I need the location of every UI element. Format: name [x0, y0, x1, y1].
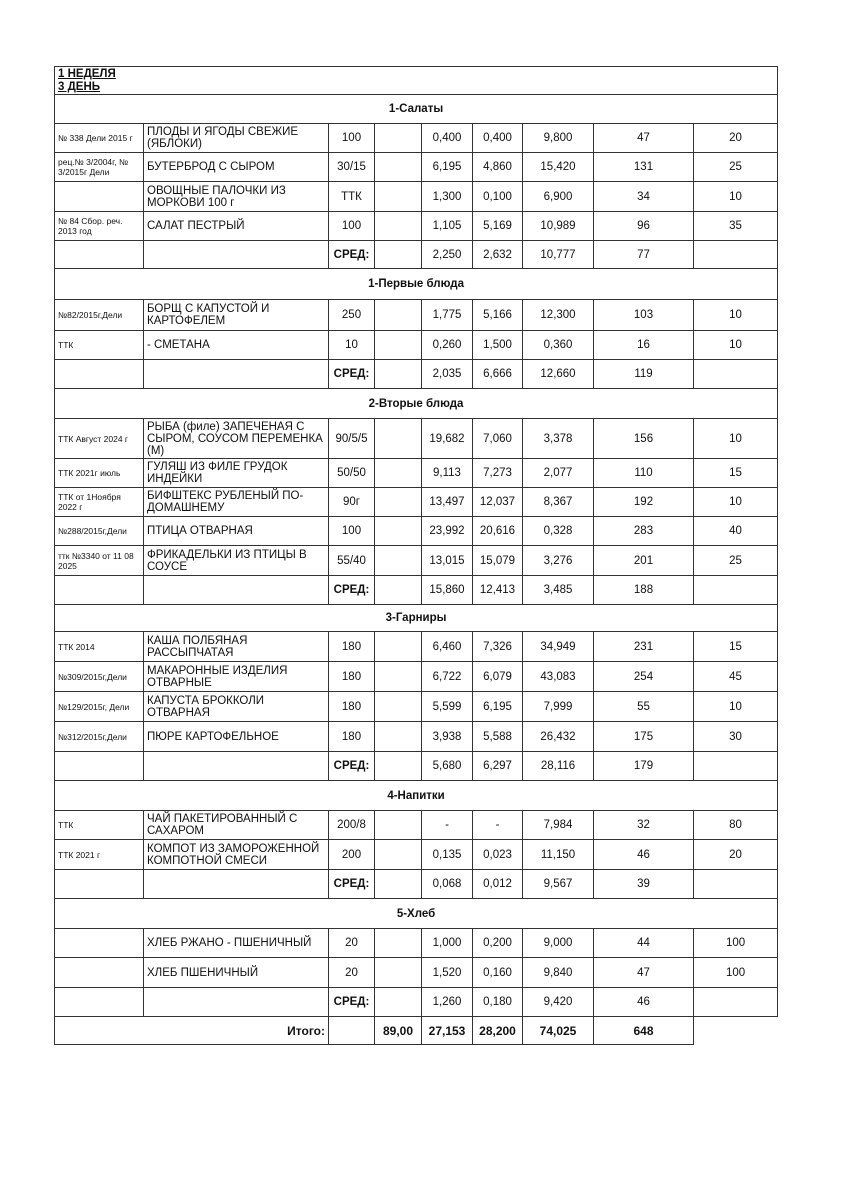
- protein: 5,599: [422, 692, 473, 722]
- kcal: 32: [594, 811, 694, 840]
- empty-cell: [375, 929, 422, 958]
- menu-header: [55, 67, 778, 95]
- table-row: [55, 419, 778, 459]
- carbs: 34,949: [523, 632, 594, 662]
- table-row: [55, 958, 778, 988]
- price: 20: [694, 840, 778, 870]
- price: 15: [694, 632, 778, 662]
- average-label: СРЕД:: [329, 988, 375, 1017]
- empty-cell: [375, 360, 422, 389]
- carbs: 0,328: [523, 517, 594, 546]
- dish-name: КАПУСТА БРОККОЛИ ОТВАРНАЯ: [144, 692, 329, 722]
- recipe-source: ТТК Август 2024 г: [55, 419, 144, 459]
- carbs: 9,000: [523, 929, 594, 958]
- recipe-source: №129/2015г, Дели: [55, 692, 144, 722]
- portion: 250: [329, 300, 375, 331]
- empty-cell: [375, 153, 422, 182]
- carbs: 3,276: [523, 546, 594, 576]
- total-fat: 28,200: [473, 1017, 523, 1045]
- fat: 7,326: [473, 632, 523, 662]
- kcal: 192: [594, 488, 694, 517]
- fat: 5,588: [473, 722, 523, 752]
- carbs: 26,432: [523, 722, 594, 752]
- portion: 100: [329, 212, 375, 241]
- protein: 13,015: [422, 546, 473, 576]
- fat: 20,616: [473, 517, 523, 546]
- avg-protein: 0,068: [422, 870, 473, 899]
- empty-cell: [144, 576, 329, 605]
- empty-cell: [55, 988, 144, 1017]
- average-row: [55, 870, 778, 899]
- avg-protein: 1,260: [422, 988, 473, 1017]
- fat: 7,060: [473, 419, 523, 459]
- total-row: [55, 1017, 778, 1045]
- portion: 90г: [329, 488, 375, 517]
- protein: 6,195: [422, 153, 473, 182]
- empty-cell: [694, 752, 778, 781]
- empty-cell: [375, 546, 422, 576]
- price: 100: [694, 958, 778, 988]
- dish-name: БИФШТЕКС РУБЛЕНЫЙ ПО-ДОМАШНЕМУ: [144, 488, 329, 517]
- table-row: [55, 692, 778, 722]
- empty-cell: [694, 870, 778, 899]
- empty-cell: [375, 124, 422, 153]
- price: 35: [694, 212, 778, 241]
- dish-name: БУТЕРБРОД С СЫРОМ: [144, 153, 329, 182]
- average-row: [55, 988, 778, 1017]
- portion: 180: [329, 662, 375, 692]
- dish-name: САЛАТ ПЕСТРЫЙ: [144, 212, 329, 241]
- empty-cell: [55, 870, 144, 899]
- carbs: 2,077: [523, 459, 594, 488]
- kcal: 283: [594, 517, 694, 546]
- recipe-source: №288/2015г,Дели: [55, 517, 144, 546]
- recipe-source: № 338 Дели 2015 г: [55, 124, 144, 153]
- avg-fat: 0,012: [473, 870, 523, 899]
- average-row: [55, 752, 778, 781]
- fat: -: [473, 811, 523, 840]
- kcal: 46: [594, 840, 694, 870]
- protein: 1,300: [422, 182, 473, 212]
- empty-cell: [375, 576, 422, 605]
- empty-cell: [375, 488, 422, 517]
- carbs: 7,999: [523, 692, 594, 722]
- total-label: Итого:: [55, 1017, 329, 1045]
- fat: 1,500: [473, 331, 523, 360]
- average-label: СРЕД:: [329, 752, 375, 781]
- empty-cell: [375, 241, 422, 269]
- table-row: [55, 517, 778, 546]
- price: 15: [694, 459, 778, 488]
- avg-carbs: 3,485: [523, 576, 594, 605]
- kcal: 44: [594, 929, 694, 958]
- carbs: 11,150: [523, 840, 594, 870]
- avg-protein: 2,250: [422, 241, 473, 269]
- recipe-source: [55, 958, 144, 988]
- empty-cell: [694, 241, 778, 269]
- portion: 30/15: [329, 153, 375, 182]
- protein: 0,135: [422, 840, 473, 870]
- table-row: [55, 662, 778, 692]
- empty-cell: [375, 958, 422, 988]
- avg-kcal: 46: [594, 988, 694, 1017]
- kcal: 231: [594, 632, 694, 662]
- table-row: [55, 331, 778, 360]
- section-header: [55, 781, 778, 811]
- fat: 0,160: [473, 958, 523, 988]
- section-header: [55, 389, 778, 419]
- dish-name: ГУЛЯШ ИЗ ФИЛЕ ГРУДОК ИНДЕЙКИ: [144, 459, 329, 488]
- price: 10: [694, 488, 778, 517]
- recipe-source: № 84 Сбор. реч. 2013 год: [55, 212, 144, 241]
- total-protein: 27,153: [422, 1017, 473, 1045]
- average-row: [55, 360, 778, 389]
- avg-kcal: 188: [594, 576, 694, 605]
- empty-cell: [375, 840, 422, 870]
- fat: 12,037: [473, 488, 523, 517]
- section-title: 1-Первые блюда: [55, 269, 778, 300]
- table-row: [55, 811, 778, 840]
- avg-fat: 2,632: [473, 241, 523, 269]
- portion: 55/40: [329, 546, 375, 576]
- recipe-source: ТТК: [55, 811, 144, 840]
- section-header: [55, 269, 778, 300]
- portion: 180: [329, 632, 375, 662]
- carbs: 9,840: [523, 958, 594, 988]
- fat: 5,169: [473, 212, 523, 241]
- kcal: 254: [594, 662, 694, 692]
- empty-cell: [375, 722, 422, 752]
- dish-name: ПЮРЕ КАРТОФЕЛЬНОЕ: [144, 722, 329, 752]
- kcal: 103: [594, 300, 694, 331]
- dish-name: ПТИЦА ОТВАРНАЯ: [144, 517, 329, 546]
- fat: 6,079: [473, 662, 523, 692]
- fat: 6,195: [473, 692, 523, 722]
- fat: 15,079: [473, 546, 523, 576]
- empty-cell: [375, 692, 422, 722]
- dish-name: ОВОЩНЫЕ ПАЛОЧКИ ИЗ МОРКОВИ 100 г: [144, 182, 329, 212]
- price: 10: [694, 419, 778, 459]
- portion: 100: [329, 124, 375, 153]
- average-label: СРЕД:: [329, 576, 375, 605]
- recipe-source: ТТК 2021г июль: [55, 459, 144, 488]
- table-row: [55, 722, 778, 752]
- average-label: СРЕД:: [329, 870, 375, 899]
- recipe-source: [55, 182, 144, 212]
- table-row: [55, 632, 778, 662]
- empty-cell: [375, 300, 422, 331]
- dish-name: ХЛЕБ ПШЕНИЧНЫЙ: [144, 958, 329, 988]
- empty-cell: [694, 360, 778, 389]
- avg-kcal: 39: [594, 870, 694, 899]
- carbs: 10,989: [523, 212, 594, 241]
- empty-cell: [375, 212, 422, 241]
- avg-carbs: 9,567: [523, 870, 594, 899]
- dish-name: ЧАЙ ПАКЕТИРОВАННЫЙ С САХАРОМ: [144, 811, 329, 840]
- empty-cell: [375, 988, 422, 1017]
- empty-cell: [375, 182, 422, 212]
- average-label: СРЕД:: [329, 241, 375, 269]
- kcal: 131: [594, 153, 694, 182]
- portion: 20: [329, 929, 375, 958]
- kcal: 201: [594, 546, 694, 576]
- dish-name: БОРЩ С КАПУСТОЙ И КАРТОФЕЛЕМ: [144, 300, 329, 331]
- protein: 23,992: [422, 517, 473, 546]
- avg-protein: 5,680: [422, 752, 473, 781]
- kcal: 47: [594, 124, 694, 153]
- empty-cell: [375, 811, 422, 840]
- day-label: 3 ДЕНЬ: [58, 80, 101, 93]
- price: 100: [694, 929, 778, 958]
- empty-cell: [329, 1017, 375, 1045]
- avg-carbs: 28,116: [523, 752, 594, 781]
- empty-cell: [694, 1017, 778, 1045]
- table-row: [55, 153, 778, 182]
- portion: 180: [329, 692, 375, 722]
- recipe-source: ТТК: [55, 331, 144, 360]
- fat: 7,273: [473, 459, 523, 488]
- dish-name: ПЛОДЫ И ЯГОДЫ СВЕЖИЕ (ЯБЛОКИ): [144, 124, 329, 153]
- fat: 5,166: [473, 300, 523, 331]
- section-title: 4-Напитки: [55, 781, 778, 811]
- section-header: [55, 605, 778, 632]
- portion: 20: [329, 958, 375, 988]
- protein: 0,260: [422, 331, 473, 360]
- portion: 100: [329, 517, 375, 546]
- avg-protein: 15,860: [422, 576, 473, 605]
- carbs: 15,420: [523, 153, 594, 182]
- portion: ТТК: [329, 182, 375, 212]
- empty-cell: [375, 632, 422, 662]
- price: 25: [694, 153, 778, 182]
- total-carbs: 74,025: [523, 1017, 594, 1045]
- price: 40: [694, 517, 778, 546]
- empty-cell: [144, 988, 329, 1017]
- fat: 0,023: [473, 840, 523, 870]
- empty-cell: [144, 870, 329, 899]
- empty-cell: [375, 662, 422, 692]
- table-row: [55, 124, 778, 153]
- kcal: 55: [594, 692, 694, 722]
- fat: 4,860: [473, 153, 523, 182]
- avg-carbs: 12,660: [523, 360, 594, 389]
- portion: 10: [329, 331, 375, 360]
- portion: 180: [329, 722, 375, 752]
- price: 10: [694, 331, 778, 360]
- avg-kcal: 77: [594, 241, 694, 269]
- kcal: 110: [594, 459, 694, 488]
- carbs: 7,984: [523, 811, 594, 840]
- avg-carbs: 9,420: [523, 988, 594, 1017]
- recipe-source: ТТК от 1Ноября 2022 г: [55, 488, 144, 517]
- average-row: [55, 241, 778, 269]
- table-row: [55, 182, 778, 212]
- price: 80: [694, 811, 778, 840]
- table-row: [55, 212, 778, 241]
- portion: 200/8: [329, 811, 375, 840]
- dish-name: РЫБА (филе) ЗАПЕЧЕНАЯ С СЫРОМ, СОУСОМ ПЕРЕМЕНКА (М): [144, 419, 329, 459]
- protein: 3,938: [422, 722, 473, 752]
- price: 20: [694, 124, 778, 153]
- avg-fat: 0,180: [473, 988, 523, 1017]
- avg-fat: 12,413: [473, 576, 523, 605]
- price: 10: [694, 300, 778, 331]
- table-row: [55, 929, 778, 958]
- total-price: 89,00: [375, 1017, 422, 1045]
- protein: 0,400: [422, 124, 473, 153]
- protein: 1,105: [422, 212, 473, 241]
- empty-cell: [375, 419, 422, 459]
- table-row: [55, 459, 778, 488]
- kcal: 175: [594, 722, 694, 752]
- avg-protein: 2,035: [422, 360, 473, 389]
- empty-cell: [144, 752, 329, 781]
- section-title: 5-Хлеб: [55, 899, 778, 929]
- portion: 50/50: [329, 459, 375, 488]
- price: 45: [694, 662, 778, 692]
- empty-cell: [375, 459, 422, 488]
- empty-cell: [55, 360, 144, 389]
- protein: 6,460: [422, 632, 473, 662]
- price: 25: [694, 546, 778, 576]
- empty-cell: [55, 752, 144, 781]
- avg-carbs: 10,777: [523, 241, 594, 269]
- avg-kcal: 179: [594, 752, 694, 781]
- empty-cell: [375, 331, 422, 360]
- fat: 0,400: [473, 124, 523, 153]
- recipe-source: №309/2015г,Дели: [55, 662, 144, 692]
- protein: 1,520: [422, 958, 473, 988]
- price: 30: [694, 722, 778, 752]
- recipe-source: рец.№ 3/2004г, № 3/2015г Дели: [55, 153, 144, 182]
- recipe-source: №312/2015г,Дели: [55, 722, 144, 752]
- carbs: 12,300: [523, 300, 594, 331]
- dish-name: КОМПОТ ИЗ ЗАМОРОЖЕННОЙ КОМПОТНОЙ СМЕСИ: [144, 840, 329, 870]
- empty-cell: [694, 988, 778, 1017]
- dish-name: ХЛЕБ РЖАНО - ПШЕНИЧНЫЙ: [144, 929, 329, 958]
- recipe-source: ТТК 2014: [55, 632, 144, 662]
- protein: -: [422, 811, 473, 840]
- fat: 0,200: [473, 929, 523, 958]
- carbs: 3,378: [523, 419, 594, 459]
- protein: 9,113: [422, 459, 473, 488]
- carbs: 43,083: [523, 662, 594, 692]
- recipe-source: ТТК 2021 г: [55, 840, 144, 870]
- week-label: 1 НЕДЕЛЯ: [58, 67, 116, 80]
- recipe-source: [55, 929, 144, 958]
- section-header: [55, 899, 778, 929]
- section-title: 3-Гарниры: [55, 605, 778, 632]
- table-row: [55, 300, 778, 331]
- empty-cell: [375, 517, 422, 546]
- protein: 1,775: [422, 300, 473, 331]
- dish-name: КАША ПОЛБЯНАЯ РАССЫПЧАТАЯ: [144, 632, 329, 662]
- section-title: 1-Салаты: [55, 95, 778, 124]
- avg-fat: 6,666: [473, 360, 523, 389]
- empty-cell: [375, 752, 422, 781]
- price: 10: [694, 692, 778, 722]
- carbs: 9,800: [523, 124, 594, 153]
- section-header: [55, 95, 778, 124]
- empty-cell: [694, 576, 778, 605]
- protein: 19,682: [422, 419, 473, 459]
- carbs: 0,360: [523, 331, 594, 360]
- empty-cell: [144, 360, 329, 389]
- protein: 1,000: [422, 929, 473, 958]
- kcal: 47: [594, 958, 694, 988]
- empty-cell: [55, 576, 144, 605]
- average-row: [55, 576, 778, 605]
- dish-name: ФРИКАДЕЛЬКИ ИЗ ПТИЦЫ В СОУСЕ: [144, 546, 329, 576]
- avg-fat: 6,297: [473, 752, 523, 781]
- fat: 0,100: [473, 182, 523, 212]
- table-row: [55, 546, 778, 576]
- recipe-source: ттк №3340 от 11 08 2025: [55, 546, 144, 576]
- carbs: 8,367: [523, 488, 594, 517]
- section-title: 2-Вторые блюда: [55, 389, 778, 419]
- protein: 6,722: [422, 662, 473, 692]
- recipe-source: №82/2015г,Дели: [55, 300, 144, 331]
- empty-cell: [55, 241, 144, 269]
- table-row: [55, 488, 778, 517]
- empty-cell: [144, 241, 329, 269]
- dish-name: - СМЕТАНА: [144, 331, 329, 360]
- carbs: 6,900: [523, 182, 594, 212]
- protein: 13,497: [422, 488, 473, 517]
- table-row: [55, 840, 778, 870]
- portion: 200: [329, 840, 375, 870]
- kcal: 34: [594, 182, 694, 212]
- kcal: 96: [594, 212, 694, 241]
- avg-kcal: 119: [594, 360, 694, 389]
- menu-table: [54, 66, 778, 1045]
- average-label: СРЕД:: [329, 360, 375, 389]
- price: 10: [694, 182, 778, 212]
- total-kcal: 648: [594, 1017, 694, 1045]
- dish-name: МАКАРОННЫЕ ИЗДЕЛИЯ ОТВАРНЫЕ: [144, 662, 329, 692]
- empty-cell: [375, 870, 422, 899]
- kcal: 156: [594, 419, 694, 459]
- portion: 90/5/5: [329, 419, 375, 459]
- kcal: 16: [594, 331, 694, 360]
